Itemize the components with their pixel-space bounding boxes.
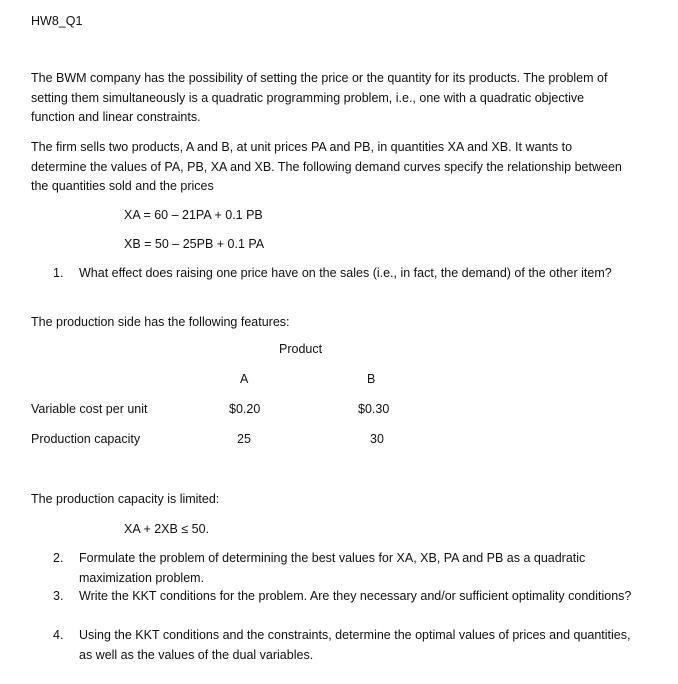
cell-capacity-b: 30 xyxy=(370,432,384,446)
cell-capacity-a: 25 xyxy=(237,432,251,446)
row-label-capacity: Production capacity xyxy=(31,432,141,446)
table-header-product: Product xyxy=(279,342,323,356)
cell-variable-cost-a: $0.20 xyxy=(229,402,261,416)
question-4-number: 4. xyxy=(53,628,64,642)
question-3-text: Write the KKT conditions for the problem. Are they necessary and/or sufficient optimality conditions? xyxy=(79,589,632,603)
question-2-text: Formulate the problem of determining the best values for XA, XB, PA and PB as a quadratic maximization problem. xyxy=(79,551,586,585)
question-3-number: 3. xyxy=(53,589,64,603)
capacity-limited-text: The production capacity is limited: xyxy=(31,492,220,506)
document-title: HW8_Q1 xyxy=(31,14,83,28)
question-1-text: What effect does raising one price have on the sales (i.e., in fact, the demand) of the other item? xyxy=(79,266,612,280)
table-col-b: B xyxy=(367,372,376,386)
table-col-a: A xyxy=(240,372,249,386)
production-intro: The production side has the following features: xyxy=(31,315,290,329)
demand-equation-b: XB = 50 – 25PB + 0.1 PA xyxy=(124,237,265,251)
intro-paragraph: The BWM company has the possibility of setting the price or the quantity for its products. The problem of setting them simultaneously is a quadratic programming problem, i.e., one with a quadratic objective function and linear constraints. xyxy=(31,71,608,124)
demand-equation-a: XA = 60 – 21PA + 0.1 PB xyxy=(124,208,263,222)
cell-variable-cost-b: $0.30 xyxy=(358,402,390,416)
row-label-variable-cost: Variable cost per unit xyxy=(31,402,148,416)
capacity-constraint: XA + 2XB ≤ 50. xyxy=(124,522,210,536)
question-1-number: 1. xyxy=(53,266,64,280)
firm-paragraph: The firm sells two products, A and B, at unit prices PA and PB, in quantities XA and XB. It wants to determine the values of PA, PB, XA and XB. The following demand curves specify the relationship between the quantities sold and the prices xyxy=(31,140,622,193)
question-2-number: 2. xyxy=(53,551,64,565)
question-4-text: Using the KKT conditions and the constraints, determine the optimal values of prices and quantities, as well as the values of the dual variables. xyxy=(79,628,631,662)
